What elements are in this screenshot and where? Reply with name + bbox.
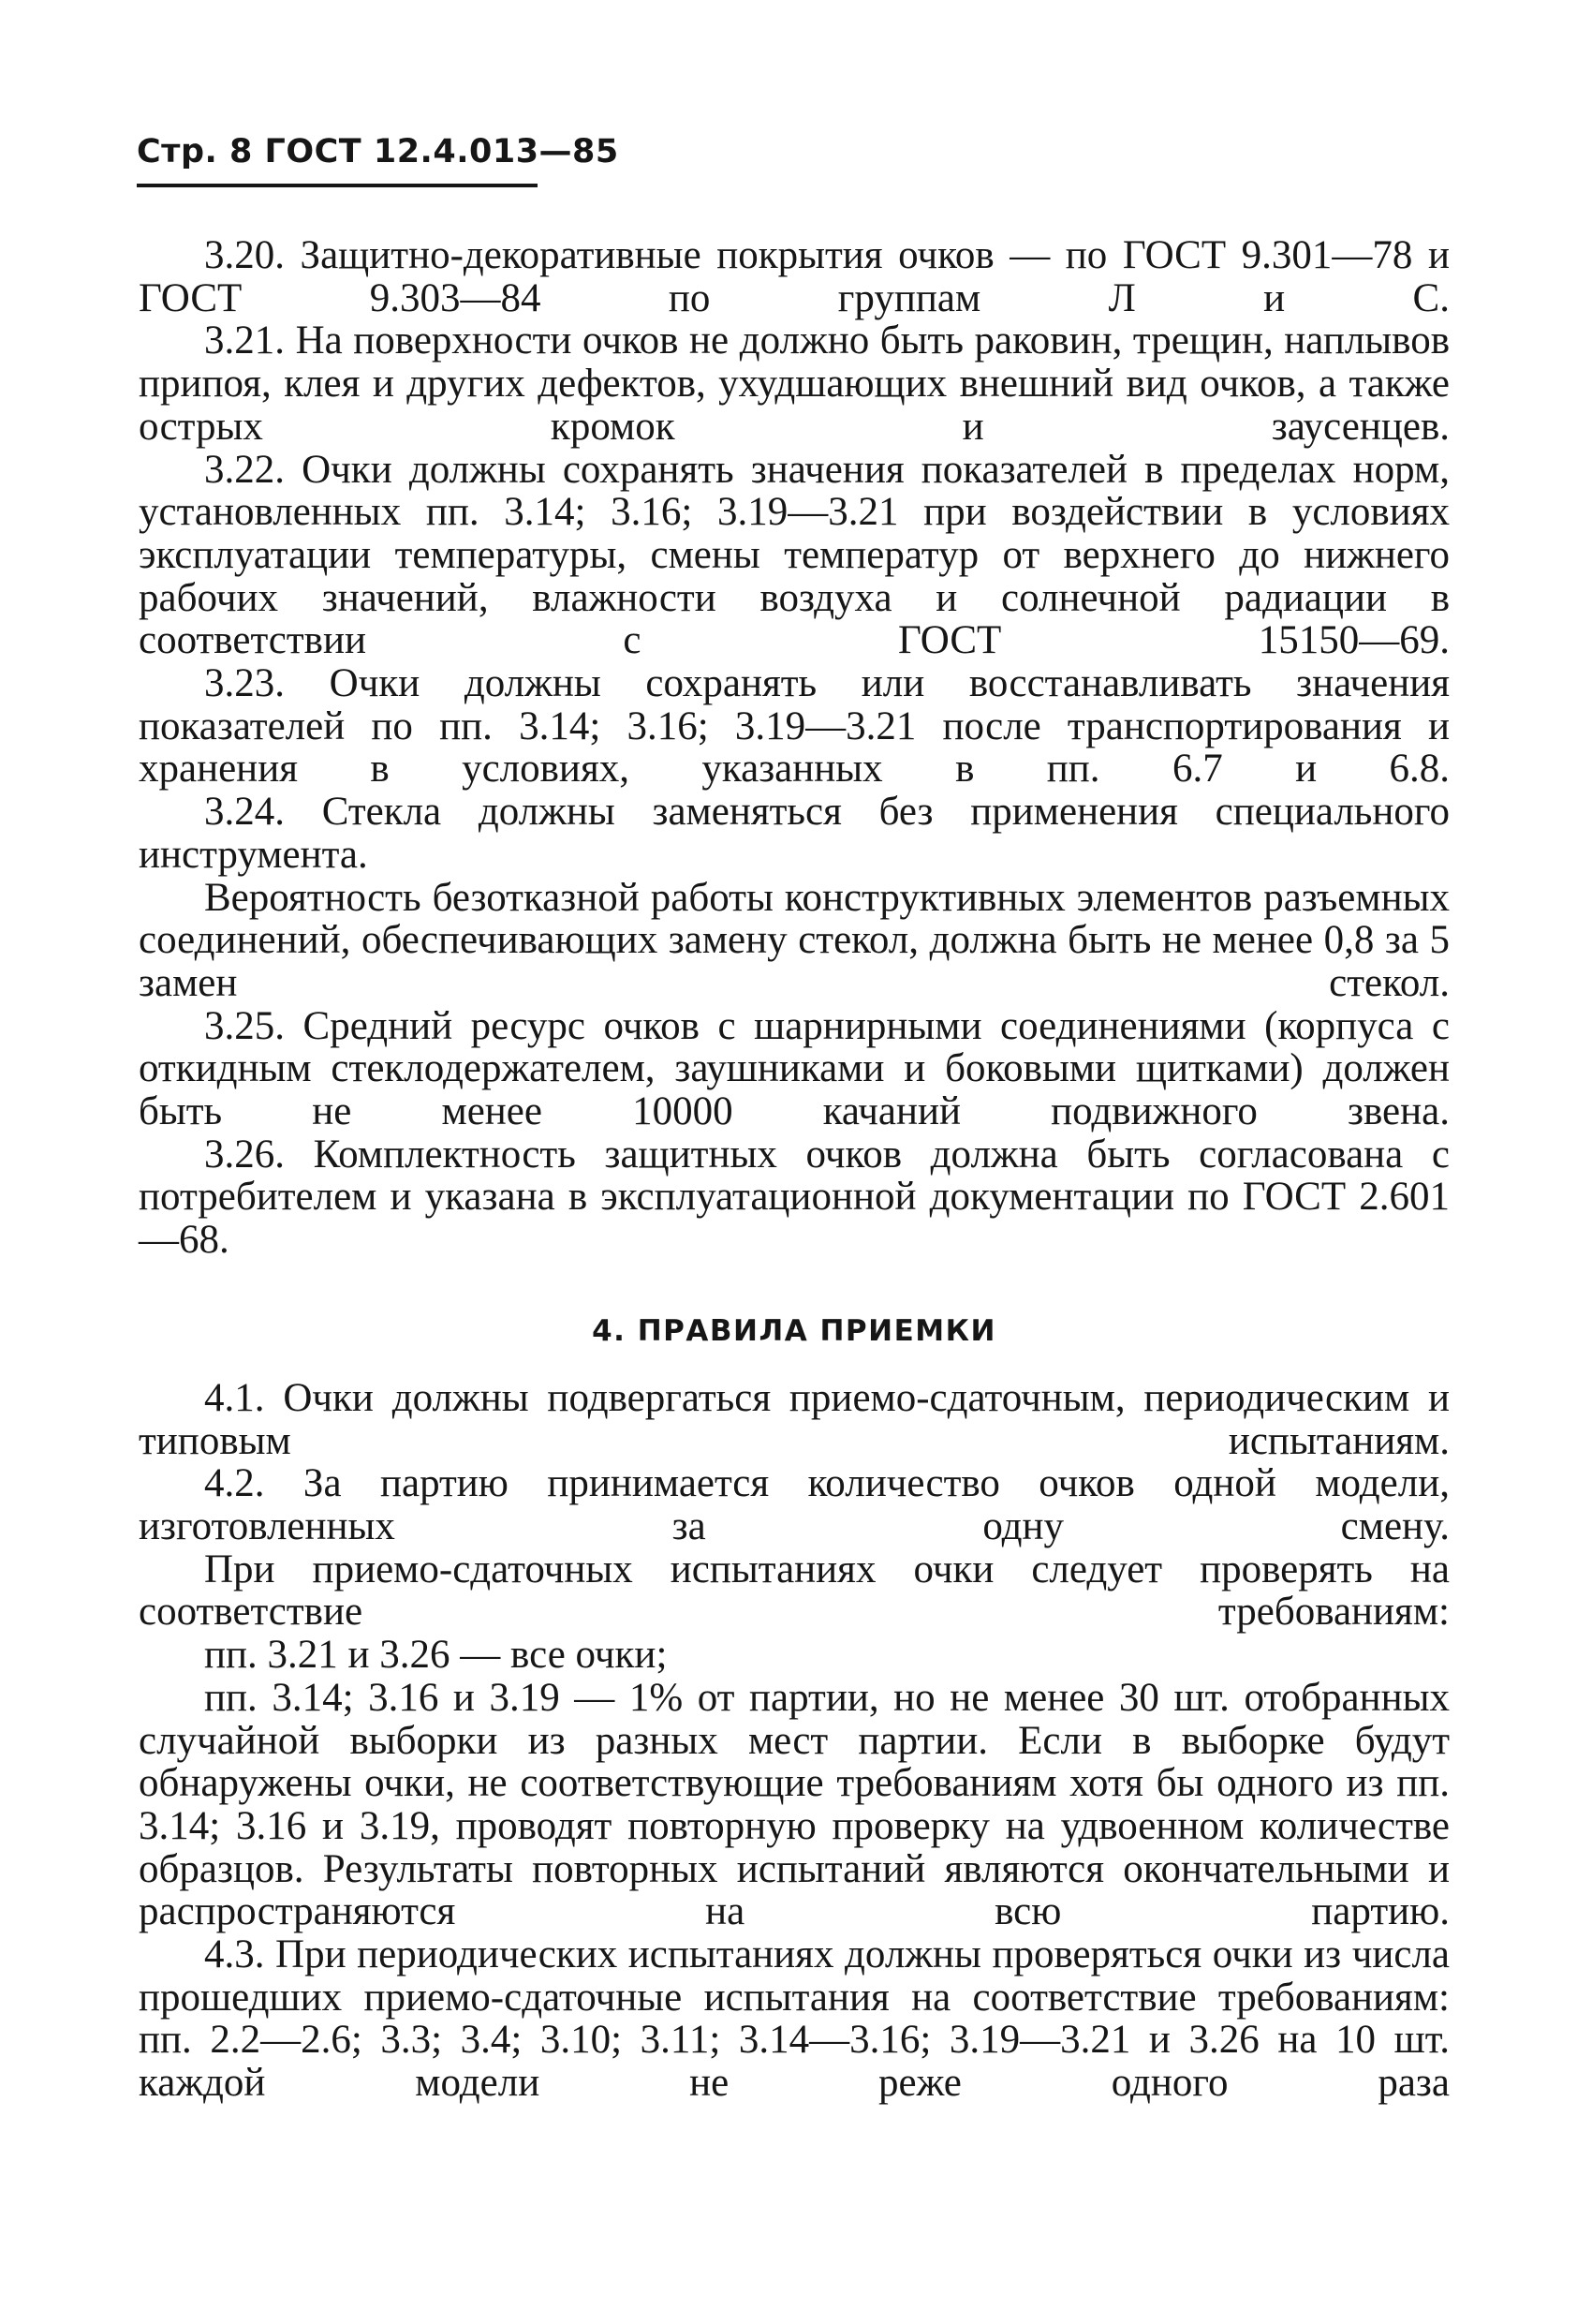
paragraph-3-26: 3.26. Комплектность защитных очков должна быть согласована с потребителем и указана в эксплуатационной документации по ГОСТ 2.601—68. bbox=[139, 1132, 1450, 1263]
paragraph-3-20: 3.20. Защитно-декоративные покрытия очков — по ГОСТ 9.301—78 и ГОСТ 9.303—84 по группам Л и С. bbox=[139, 233, 1450, 320]
paragraph-3-22: 3.22. Очки должны сохранять значения показателей в пределах норм, установленных пп. 3.14; 3.16; 3.19—3.21 при воздействии в условиях эксплуатации температуры, смены температур от верхнего до нижнего рабочих значений, влажности воздуха и солнечной радиации в соответствии с ГОСТ 15150—69. bbox=[139, 447, 1450, 663]
section-heading: 4. ПРАВИЛА ПРИЕМКИ bbox=[592, 1313, 996, 1348]
paragraph-4-1: 4.1. Очки должны подвергаться приемо-сдаточным, периодическим и типовым испытаниям. bbox=[139, 1375, 1450, 1463]
paragraph-3-25: 3.25. Средний ресурс очков с шарнирными соединениями (корпуса с откидным стеклодержателем, заушниками и боковыми щитками) должен быть не менее 10000 качаний подвижного звена. bbox=[139, 1003, 1450, 1134]
paragraph-3-21: 3.21. На поверхности очков не должно быть раковин, трещин, наплывов припоя, клея и других дефектов, ухудшающих внешний вид очков, а также острых кромок и заусенцев. bbox=[139, 318, 1450, 449]
paragraph-4-2: 4.2. За партию принимается количество очков одной модели, изготовленных за одну смену. bbox=[139, 1461, 1450, 1548]
paragraph-3-23: 3.23. Очки должны сохранять или восстанавливать значения показателей по пп. 3.14; 3.16; 3.19—3.21 после транспортирования и хранения в условиях, указанных в пп. 6.7 и 6.8. bbox=[139, 661, 1450, 792]
header-rule bbox=[137, 184, 538, 187]
paragraph-acceptance-intro: При приемо-сдаточных испытаниях очки следует проверять на соответствие требованиям: bbox=[139, 1547, 1450, 1635]
running-header: Стр. 8 ГОСТ 12.4.013—85 bbox=[137, 133, 619, 170]
paragraph-reliability: Вероятность безотказной работы конструктивных элементов разъемных соединений, обеспечивающих замену стекол, должна быть не менее 0,8 за 5 замен стекол. bbox=[139, 875, 1450, 1005]
paragraph-sampling: пп. 3.14; 3.16 и 3.19 — 1% от партии, но не менее 30 шт. отобранных случайной выборки из разных мест партии. Если в выборке будут обнаружены очки, не соответствующие требованиям хотя бы одного из пп. 3.14; 3.16 и 3.19, проводят повторную проверку на удвоенном количестве образцов. Результаты повторных испытаний являются окончательными и распространяются на всю партию. bbox=[139, 1675, 1450, 1934]
paragraph-4-3: 4.3. При периодических испытаниях должны проверяться очки из числа прошедших приемо-сдаточные испытания на соответствие требованиям: пп. 2.2—2.6; 3.3; 3.4; 3.10; 3.11; 3.14—3.16; 3.19—3.21 и 3.26 на 10 шт. каждой модели не реже одного раза bbox=[139, 1932, 1450, 2106]
page-content bbox=[139, 234, 1450, 2105]
list-item-all-glasses: пп. 3.21 и 3.26 — все очки; bbox=[204, 1633, 668, 1678]
paragraph-3-24: 3.24. Стекла должны заменяться без применения специального инструмента. bbox=[139, 790, 1450, 877]
